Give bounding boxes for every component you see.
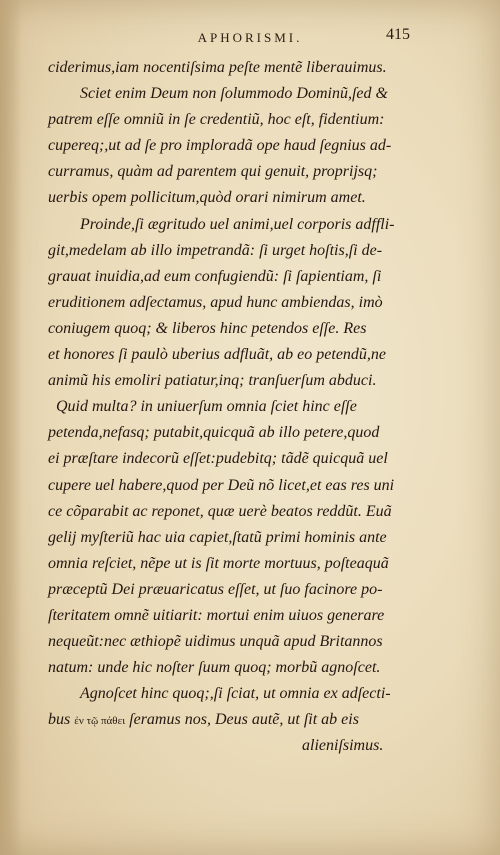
text-line-with-greek [48, 707, 448, 733]
text-line: ce cõparabit ac reponet, quæ uerè beatos reddũt. Euã [48, 502, 392, 520]
text-line: coniugem quoq; & liberos hinc petendos eſſe. Res [48, 319, 367, 337]
text-line: animũ his emoliri patiatur,inq; tranſuerſum abduci. [48, 372, 377, 390]
text-line: grauat inuidia,ad eum confugiendũ: ſi ſapientiam, ſi [48, 267, 382, 285]
text-line: cupere uel habere,quod per Deũ nõ licet,et eas res uni [48, 476, 395, 494]
text-line: curramus, quàm ad parentem qui genuit, proprijsq; [48, 163, 378, 181]
text-fragment: ſeramus nos, Deus autẽ, ut ſit ab eis [129, 711, 359, 729]
text-line: ſteritatem omnẽ uitiarit: mortui enim uiuos generare [48, 606, 385, 624]
text-line: ei præſtare indecorũ eſſet:pudebitq; tãdẽ quicquã uel [48, 450, 388, 468]
text-line: cupereq;,ut ad ſe pro imploradã ope haud ſegnius ad- [48, 137, 392, 155]
text-line: Sciet enim Deum non ſolummodo Dominũ,ſed & [80, 85, 388, 103]
text-line: natum: unde hic noſter ſuum quoq; morbũ agnoſcet. [48, 659, 381, 677]
text-line: ciderimus,iam nocentiſsima peſte mentẽ liberauimus. [48, 59, 387, 76]
text-line: eruditionem adſectamus, apud hunc ambiendas, imò [48, 293, 383, 311]
running-head: APHORISMI. [197, 30, 303, 45]
text-line: gelij myſteriũ hac uia capiet,ſtatũ primi hominis ante [48, 528, 387, 546]
text-line: patrem eſſe omniũ in ſe credentiũ, hoc eſt, fidentium: [48, 111, 385, 129]
page-header [0, 22, 500, 44]
text-line: Agnoſcet hinc quoq;,ſi ſciat, ut omnia ex adſecti- [80, 685, 391, 703]
text-line: præceptũ Dei præuaricatus eſſet, ut ſuo facinore po- [48, 580, 383, 598]
text-line: petenda,nefasq; putabit,quicquã ab illo petere,quod [48, 424, 380, 442]
text-line: Proinde,ſi ægritudo uel animi,uel corporis adffli- [80, 215, 395, 233]
text-line: nequeũt:nec æthiopẽ uidimus unquã apud Britannos [48, 633, 383, 651]
text-line: uerbis opem pollicitum,quòd orari nimirum amet. [48, 189, 366, 207]
text-line: Quid multa? in uniuerſum omnia ſciet hinc eſſe [56, 398, 357, 416]
text-line: et honores ſi paulò uberius adfluãt, ab eo petendũ,ne [48, 346, 387, 364]
page-number: 415 [386, 26, 410, 43]
page-gutter-shadow [0, 0, 22, 855]
body-text [48, 55, 448, 760]
text-line: omnia reſciet, nẽpe ut is ſit morte mortuus, poſteaquã [48, 554, 389, 572]
text-fragment: bus [48, 711, 71, 729]
text-line: alieniſsimus. [302, 737, 384, 755]
greek-phrase: ἐν τῷ πάθει [74, 715, 126, 728]
text-line: git,medelam ab illo impetrandã: ſi urget hoſtis,ſi de- [48, 241, 383, 259]
